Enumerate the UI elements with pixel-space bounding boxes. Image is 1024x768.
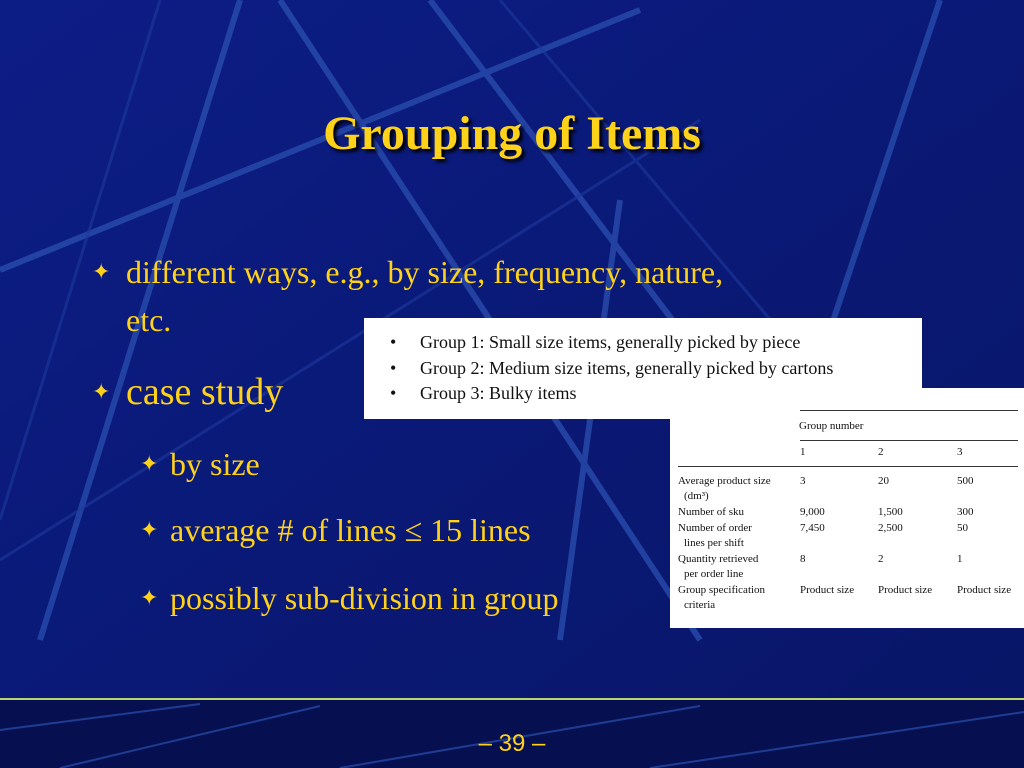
- table-rule: [800, 440, 1018, 441]
- table-cell: 1,500: [878, 506, 903, 518]
- star-bullet-icon: ✦: [92, 379, 111, 404]
- sub-bullet-text: possibly sub-division in group: [170, 580, 559, 616]
- table-cell: 500: [957, 475, 974, 487]
- row-label: Number of order: [678, 522, 752, 534]
- table-cell: 2: [878, 553, 884, 565]
- star-bullet-icon: ✦: [140, 585, 159, 610]
- table-cell: 3: [800, 475, 806, 487]
- column-header: 1: [800, 446, 806, 458]
- group-list-item: • Group 2: Medium size items, generally picked by cartons: [420, 356, 922, 382]
- column-header: 3: [957, 446, 963, 458]
- table-cell: Product size: [957, 584, 1012, 596]
- table-cell: 300: [957, 506, 974, 518]
- bullet-dot: •: [390, 357, 397, 378]
- row-label-continued: lines per shift: [684, 537, 744, 549]
- table-row: [678, 583, 1018, 614]
- table-rule: [678, 466, 1018, 467]
- bullet-dot: •: [390, 383, 397, 403]
- row-label: Average product size: [678, 475, 771, 487]
- row-label-continued: (dm³): [684, 490, 709, 502]
- group-table-box: [670, 388, 1024, 628]
- table-cell: 20: [878, 475, 889, 487]
- table-cell: 50: [957, 522, 968, 534]
- table-row: [678, 505, 1018, 521]
- table-cell: 8: [800, 553, 806, 565]
- row-label: Quantity retrieved: [678, 553, 759, 565]
- column-header: 2: [878, 446, 884, 458]
- sub-bullet-text: average # of lines ≤ 15 lines: [170, 512, 531, 548]
- table-cell: 2,500: [878, 522, 903, 534]
- footer-divider: [0, 698, 1024, 700]
- star-bullet-icon: ✦: [140, 451, 159, 476]
- table-cell: 9,000: [800, 506, 825, 518]
- group-list-item: • Group 3: Bulky items: [420, 381, 922, 407]
- star-bullet-icon: ✦: [140, 517, 159, 542]
- star-bullet-icon: ✦: [92, 259, 111, 284]
- row-label: Group specification: [678, 584, 766, 596]
- row-label: Number of sku: [678, 506, 744, 518]
- table-group-header: Group number: [799, 420, 864, 432]
- group-list-item: • Group 1: Small size items, generally picked by piece: [420, 330, 922, 356]
- bullet-text: case study: [126, 371, 284, 413]
- bullet-text: different ways, e.g., by size, frequency, nature,: [126, 254, 724, 290]
- page-number: – 39 –: [478, 730, 546, 757]
- table-cell: Product size: [878, 584, 933, 596]
- bullet-text-continued: etc.: [126, 302, 172, 338]
- row-label-continued: criteria: [684, 599, 716, 611]
- table-row: [678, 552, 1018, 583]
- table-cell: 1: [957, 553, 963, 565]
- sub-bullet-text: by size: [170, 446, 260, 482]
- bullet-dot: •: [390, 332, 397, 352]
- table-row: [678, 474, 1018, 505]
- table-cell: 7,450: [800, 522, 825, 534]
- data-table: [678, 474, 1018, 614]
- table-row: [678, 521, 1018, 552]
- table-cell: Product size: [800, 584, 855, 596]
- table-rule: [800, 410, 1018, 411]
- row-label-continued: per order line: [684, 568, 744, 580]
- slide-title: Grouping of Items: [323, 107, 701, 160]
